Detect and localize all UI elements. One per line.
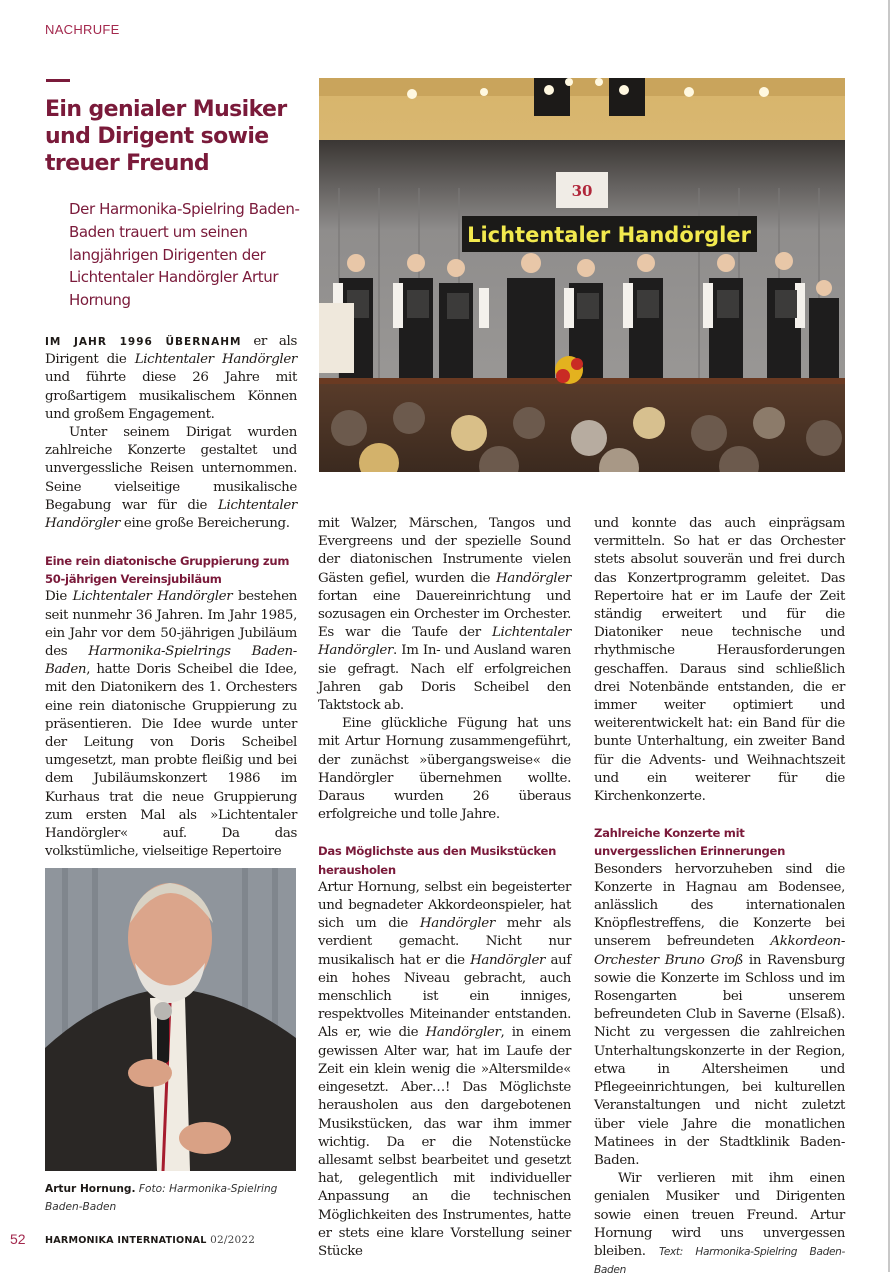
- text-run: in Ravensburg sowie die Konzerte im Schloss und im Rosengarten bei unserem befreundeten Club in Saverne (Elsaß). Nicht zu vergessen die zahlreichen Unterhaltungskonzerte in der Region, etwa in Altersheimen und Pflegeeinrichtungen, bei kulturellen Veranstaltungen und nicht zuletzt über viele Jahre die monatlichen Matinees in der Stadtklinik Baden-Baden.: [594, 952, 845, 1168]
- photo-caption: [45, 1180, 300, 1216]
- section-label: NACHRUFE: [45, 22, 120, 37]
- caption-credit: Foto: Harmonika-Spielring Baden-Baden: [45, 1183, 278, 1213]
- stage-photo: [319, 78, 845, 472]
- text-run: . Im In- und Ausland waren sie gefragt. Nach elf erfolgreichen Jahren gab Doris Scheibel den Taktstock ab.: [318, 643, 571, 714]
- paragraph: [318, 879, 571, 1261]
- column-3: [594, 515, 845, 1279]
- anniversary-number: 30: [571, 182, 593, 200]
- subheading: Zahlreiche Konzerte mit unvergesslichen Erinnerungen: [594, 826, 786, 859]
- text-run: bestehen seit nunmehr 36 Jahren. Im Jahr 1985, ein Jahr vor dem 50-jährigen Jubiläum des: [45, 589, 297, 660]
- paragraph-closing: [594, 1170, 845, 1279]
- text-run-italic: Handörgler: [425, 1025, 501, 1041]
- lead-text: Der Harmonika-Spielring Baden-Baden trauert um seinen langjährigen Dirigenten der Lichtentaler Handörgler Artur Hornung: [69, 200, 300, 310]
- text-run: Besonders hervorzuheben sind die Konzerte in Hagnau am Bodensee, anlässlich des internationalen Knöpflestreffens, die Konzerte bei unserem befreundeten: [594, 861, 845, 950]
- text-run-italic: Lichtentaler Handörgler: [72, 589, 233, 605]
- text-run-italic: Lichtentaler Handörgler: [318, 625, 571, 659]
- paragraph-continued: und konnte das auch einprägsam vermitteln. So hat er das Orchester stets absolut souverän und frei durch das Konzertprogramm geleitet. Das Repertoire hat er im Laufe der Zeit ständig erweitert und für die Diatoniker neue technische und rhythmische Herausforderungen geschaffen. Daraus sind schließlich drei Notenbände entstanden, die er immer weiter optimiert und weiterentwickelt hat: ein Band für die bunte Unterhaltung, ein zweiter Band für die Advents- und Weihnachtszeit und ein weiterer für die Kirchenkonzerte.: [594, 516, 845, 805]
- text-run: fortan eine Dauereinrichtung und sozusagen ein Orchester im Orchester. Es war die Taufe der: [318, 588, 571, 641]
- text-run: , in einem gewissen Alter war, hat im Laufe der Zeit ein klein wenig die »Altersmilde« eingesetzt. Aber…! Das Möglichste herausholen aus den dargebotenen Musikstücken, das war ihm immer wichtig. Da er die Notenstücke allesamt selbst bearbeitet und gesetzt hat, gelegentlich mit individueller Anpassung an die technischen Möglichkeiten des Instrumentes, hatte er stets eine klare Vorstellung seiner Stücke: [318, 1025, 571, 1259]
- text-run: Die: [45, 589, 73, 605]
- text-run: eine große Bereicherung.: [120, 516, 290, 532]
- text-run: mehr als verdient gemacht. Nicht nur musikalisch hat er die: [318, 916, 571, 968]
- column-1-intro: [45, 333, 297, 533]
- text-run-italic: Lichtentaler Handörgler: [45, 497, 297, 532]
- text-run: mit Walzer, Märschen, Tangos und Evergreens und der spezielle Sound der diatonischen Instrumente vielen Gästen gefiel, wurden die: [318, 516, 571, 586]
- text-run-italic: Handörgler: [419, 916, 495, 932]
- text-run-italic: Handörgler: [495, 570, 571, 586]
- magazine-name: HARMONIKA INTERNATIONAL: [45, 1235, 207, 1246]
- text-run: Artur Hornung, selbst ein begeisterter und begnadeter Akkordeonspieler, hat sich um die: [318, 879, 571, 932]
- column-1-continued: [45, 552, 297, 861]
- portrait-photo: [45, 868, 296, 1171]
- text-run: und führte diese 26 Jahre mit großartigem musikalischem Können und großem Engagement.: [45, 370, 297, 422]
- stage-banner-text: Lichtentaler Handörgler: [467, 223, 751, 247]
- text-credit: Text: Harmonika-Spielring Baden-Baden: [594, 1245, 845, 1277]
- subheading: Eine rein diatonische Gruppierung zum 50-jährigen Vereinsjubiläum: [45, 554, 290, 587]
- column-2: [318, 515, 571, 1261]
- portrait-photo-graphic: [45, 868, 296, 1171]
- page-number: 52: [10, 1231, 26, 1247]
- headline: Ein genialer Musiker und Dirigent sowie treuer Freund: [45, 97, 287, 176]
- text-run: Wir verlieren mit ihm einen genialen Musiker und Dirigenten sowie einen treuen Freund. Artur Hornung wird uns unvergessen bleiben.: [594, 1171, 845, 1259]
- intro-smallcaps: IM JAHR 1996 ÜBERNAHM: [45, 336, 242, 348]
- paragraph: Eine glückliche Fügung hat uns mit Artur Hornung zusammengeführt, der zunächst »übergangsweise« die Handörgler übernehmen wollte. Daraus wurden 26 überaus erfolgreiche und tolle Jahre.: [318, 716, 571, 823]
- text-run-italic: Akkordeon-Orchester Bruno Groß: [594, 934, 845, 968]
- text-run: Unter seinem Dirigat wurden zahlreiche Konzerte gestaltet und unvergessliche Reisen unternommen. Seine vielseitige musikalische Begabung war für die: [45, 425, 297, 513]
- stage-photo-graphic: [319, 78, 845, 472]
- paragraph: [45, 424, 297, 533]
- issue-number: 02/2022: [210, 1234, 256, 1246]
- text-run-italic: Harmonika-Spielrings Baden-Baden: [45, 644, 297, 678]
- subheading: Das Möglichste aus den Musikstücken herausholen: [318, 844, 557, 877]
- text-run: er als Dirigent die: [45, 334, 297, 368]
- paragraph: [594, 861, 845, 1170]
- paragraph: [45, 588, 297, 861]
- magazine-footer: [45, 1234, 255, 1246]
- text-run: , hatte Doris Scheibel die Idee, mit den Diatonikern des 1. Orchesters eine rein diatonische Gruppierung zu präsentieren. Die Idee wurde unter der Leitung von Doris Scheibel umgesetzt, man probte fleißig und bei dem Jubiläumskonzert 1986 im Kurhaus trat die neue Gruppierung zum ersten Mal als »Lichtentaler Handörgler« auf. Da das volkstümliche, vielseitige Repertoire: [45, 662, 297, 860]
- paragraph-continued: [318, 515, 571, 715]
- text-run: auf ein hohes Niveau gebracht, auch menschlich ist ein inniges, respektvolles Miteinander entstanden. Als er, wie die: [318, 952, 571, 1041]
- text-run-italic: Lichtentaler Handörgler: [134, 352, 297, 368]
- headline-accent-rule: [46, 79, 70, 82]
- caption-name: Artur Hornung.: [45, 1183, 136, 1195]
- text-run-italic: Handörgler: [470, 952, 546, 968]
- flowers: [555, 356, 583, 384]
- paragraph-intro: [45, 333, 297, 424]
